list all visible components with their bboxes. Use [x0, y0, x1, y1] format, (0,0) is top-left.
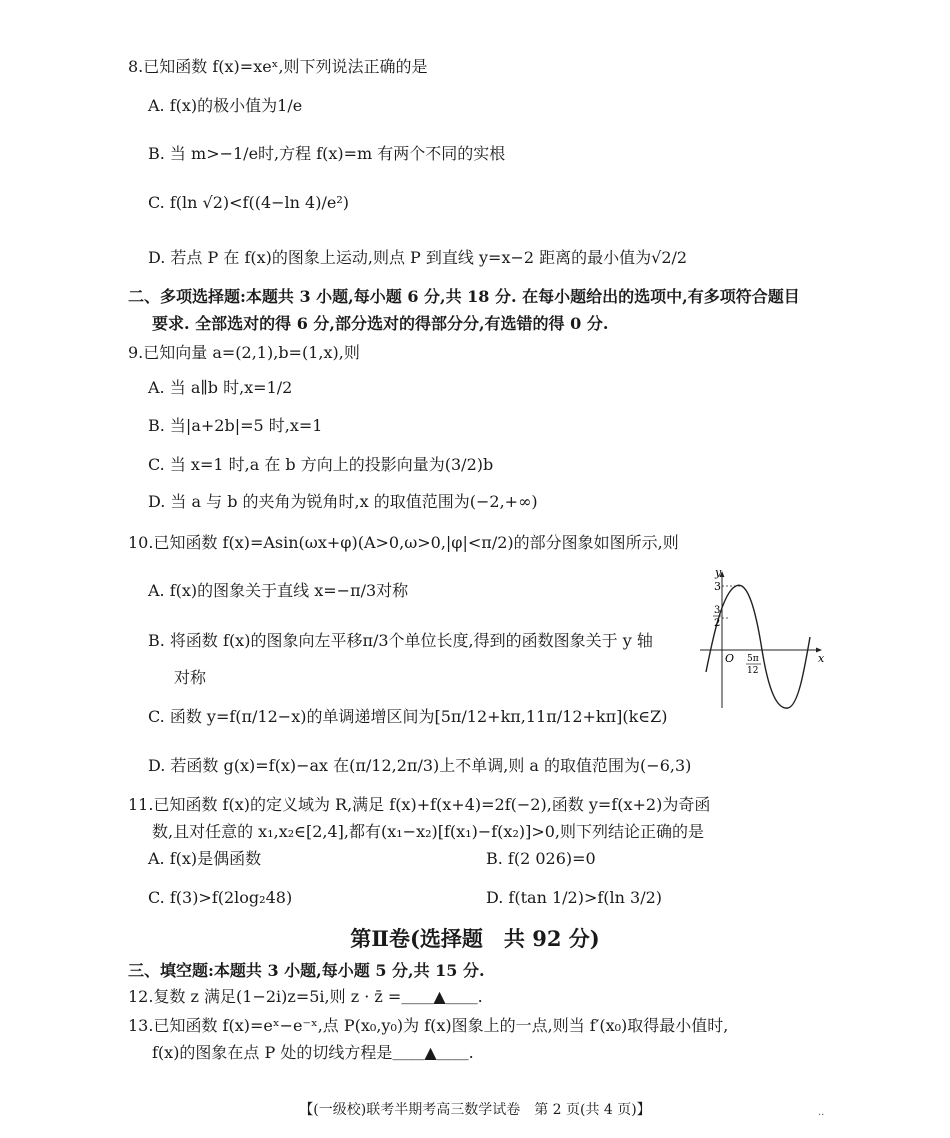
tick-label-5pi-12-numerator: 5π: [747, 654, 759, 664]
q10-option-c: C. 函数 y=f(π/12−x)的单调递增区间为[5π/12+kπ,11π/12+kπ](k∈Z): [148, 707, 668, 726]
q10-stem: 10.已知函数 f(x)=Asin(ωx+φ)(A>0,ω>0,|φ|<π/2)的部分图象如图所示,则: [128, 533, 679, 552]
q8-option-a: A. f(x)的极小值为1/e: [148, 96, 303, 115]
q11-option-b: B. f(2 026)=0: [486, 849, 596, 868]
q8-stem: 8.已知函数 f(x)=xeˣ,则下列说法正确的是: [128, 57, 428, 76]
corner-mark: ..: [818, 1107, 825, 1118]
q8-option-c: C. f(ln √2)<f((4−ln 4)/e²): [148, 193, 349, 212]
q11-option-c: C. f(3)>f(2log₂48): [148, 888, 293, 907]
q10-option-a: A. f(x)的图象关于直线 x=−π/3对称: [148, 581, 409, 600]
section3-header: 三、填空题:本题共 3 小题,每小题 5 分,共 15 分.: [128, 961, 485, 980]
q10-option-d: D. 若函数 g(x)=f(x)−ax 在(π/12,2π/3)上不单调,则 a 的取值范围为(−6,3): [148, 756, 692, 775]
origin-label: O: [725, 652, 735, 665]
q11-option-a: A. f(x)是偶函数: [148, 849, 262, 868]
x-axis-label: x: [818, 652, 825, 665]
q9-stem: 9.已知向量 a=(2,1),b=(1,x),则: [128, 343, 360, 362]
q12-text: 12.复数 z 满足(1−2i)z=5i,则 z · z̄ =＿＿▲＿＿.: [128, 987, 483, 1006]
section2-line1: 二、多项选择题:本题共 3 小题,每小题 6 分,共 18 分. 在每小题给出的选项中,有多项符合题目: [128, 287, 800, 306]
q10-option-b-line1: B. 将函数 f(x)的图象向左平移π/3个单位长度,得到的函数图象关于 y 轴: [148, 631, 653, 650]
q11-stem-line1: 11.已知函数 f(x)的定义域为 R,满足 f(x)+f(x+4)=2f(−2),函数 y=f(x+2)为奇函: [128, 795, 711, 814]
q8-option-b: B. 当 m>−1/e时,方程 f(x)=m 有两个不同的实根: [148, 144, 506, 163]
q13-line1: 13.已知函数 f(x)=eˣ−e⁻ˣ,点 P(x₀,y₀)为 f(x)图象上的一点,则当 f′(x₀)取得最小值时,: [128, 1016, 729, 1035]
section2-line2: 要求. 全部选对的得 6 分,部分选对的得部分分,有选错的得 0 分.: [152, 314, 609, 333]
q13-line2: f(x)的图象在点 P 处的切线方程是＿＿▲＿＿.: [152, 1043, 474, 1062]
q9-option-a: A. 当 a∥b 时,x=1/2: [148, 378, 293, 397]
part2-title: 第Ⅱ卷(选择题 共 92 分): [350, 926, 600, 951]
tick-label-3-2-denominator: 2: [714, 618, 721, 629]
q10-sine-graph: [692, 562, 832, 712]
q9-option-b: B. 当|a+2b|=5 时,x=1: [148, 416, 323, 435]
y-axis-label: y: [715, 566, 722, 579]
tick-label-5pi-12-denominator: 12: [747, 666, 759, 676]
page-footer: 【(一级校)联考半期考高三数学试卷 第 2 页(共 4 页)】: [299, 1102, 651, 1118]
q9-option-d: D. 当 a 与 b 的夹角为锐角时,x 的取值范围为(−2,+∞): [148, 492, 538, 511]
tick-label-3-2-numerator: 3: [714, 605, 721, 616]
q10-option-b-line2: 对称: [174, 668, 207, 687]
tick-label-3: 3: [714, 580, 721, 593]
q9-option-c: C. 当 x=1 时,a 在 b 方向上的投影向量为(3/2)b: [148, 455, 494, 474]
q11-option-d: D. f(tan 1/2)>f(ln 3/2): [486, 888, 663, 907]
q8-option-d: D. 若点 P 在 f(x)的图象上运动,则点 P 到直线 y=x−2 距离的最小值为√2/2: [148, 248, 688, 267]
q11-stem-line2: 数,且对任意的 x₁,x₂∈[2,4],都有(x₁−x₂)[f(x₁)−f(x₂)]>0,则下列结论正确的是: [152, 822, 705, 841]
